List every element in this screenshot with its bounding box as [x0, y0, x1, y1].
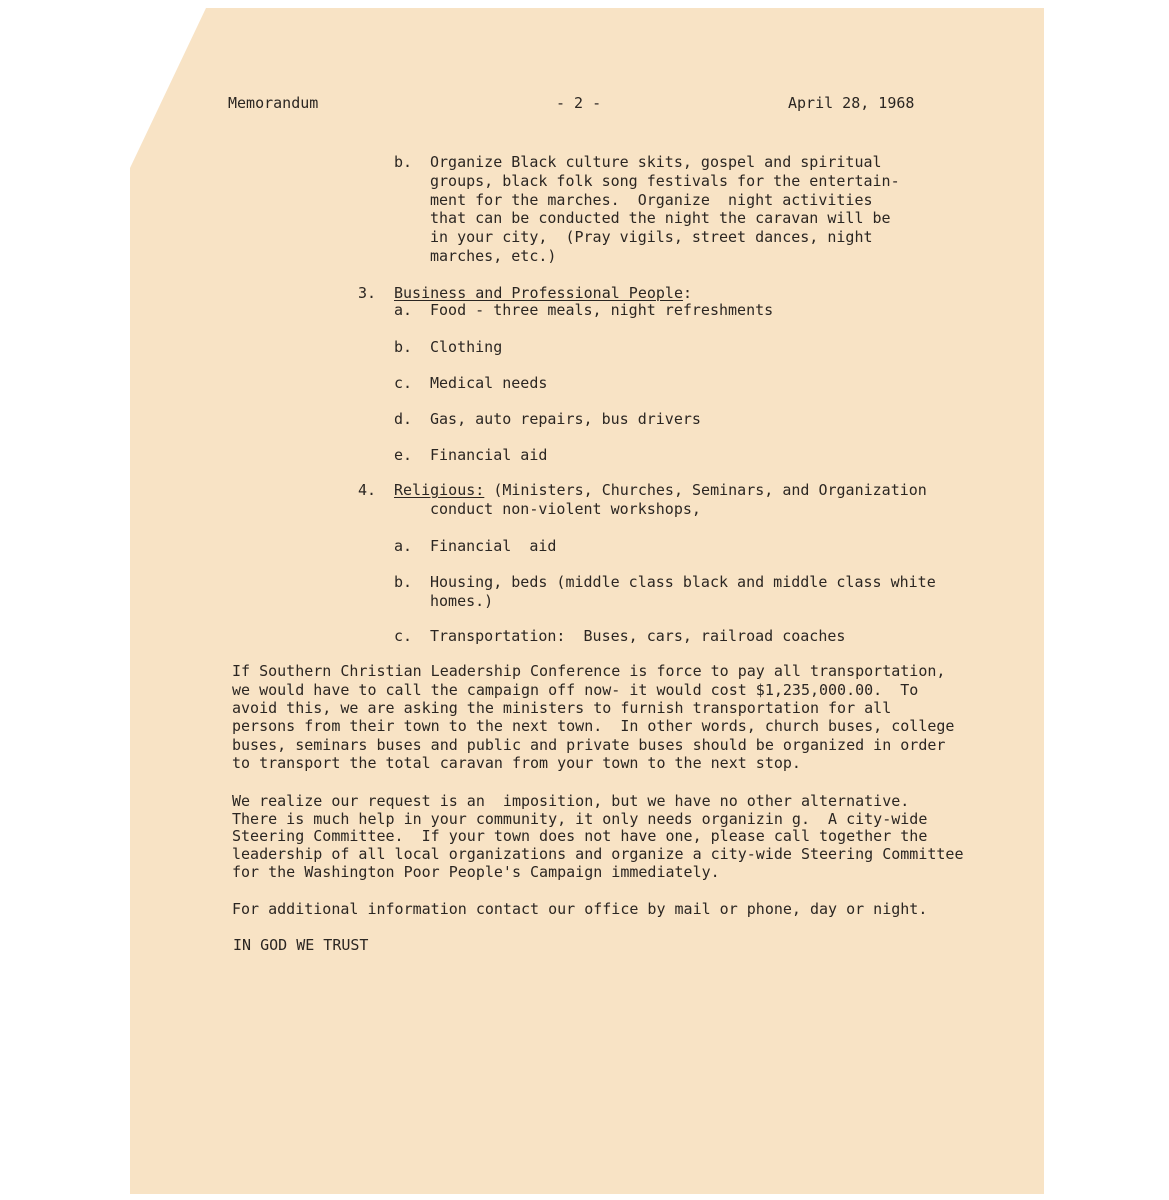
item-4c-marker: c. [394, 627, 413, 645]
paragraph-1-line: buses, seminars buses and public and private buses should be organized in order [232, 736, 946, 754]
page-number: - 2 - [556, 94, 602, 112]
item-2b-marker: b. [394, 153, 413, 171]
section-4-heading-rest: (Ministers, Churches, Seminars, and Organization [484, 481, 927, 499]
item-3d-marker: d. [394, 410, 413, 428]
item-4b-marker: b. [394, 573, 413, 591]
paragraph-1-line: If Southern Christian Leadership Conference is force to pay all transportation, [232, 662, 946, 680]
item-2b-line: ment for the marches. Organize night activities [430, 191, 873, 209]
section-3-heading: Business and Professional People [394, 284, 683, 302]
item-3b-marker: b. [394, 338, 413, 356]
section-3-heading-line [394, 284, 692, 302]
section-4-heading-line2: conduct non-violent workshops, [430, 500, 701, 518]
section-3-heading-colon: : [682, 284, 693, 302]
item-2b-line: that can be conducted the night the caravan will be [430, 209, 891, 227]
item-4b-text: homes.) [430, 592, 494, 610]
item-2b-line: in your city, (Pray vigils, street dances, night [430, 228, 873, 246]
paragraph-1-line: we would have to call the campaign off now- it would cost $1,235,000.00. To [232, 681, 919, 699]
item-3c-marker: c. [394, 374, 413, 392]
section-3-number: 3. [358, 284, 377, 302]
item-2b-line: Organize Black culture skits, gospel and spiritual [430, 153, 882, 171]
item-3c-text: Medical needs [430, 374, 548, 392]
item-4a-marker: a. [394, 537, 413, 555]
paragraph-1-line: persons from their town to the next town. In other words, church buses, college [232, 717, 955, 735]
item-4a-text: Financial aid [430, 537, 557, 555]
section-4-heading-line [394, 481, 927, 499]
item-3e-text: Financial aid [430, 446, 548, 464]
paragraph-2-line: for the Washington Poor People's Campaign immediately. [232, 863, 720, 881]
paragraph-2-line: There is much help in your community, it only needs organizin g. A city-wide [232, 810, 928, 828]
item-3a-marker: a. [394, 301, 413, 319]
item-3a-text: Food - three meals, night refreshments [430, 301, 774, 319]
section-4-number: 4. [358, 481, 377, 499]
paragraph-1-line: avoid this, we are asking the ministers to furnish transportation for all [232, 699, 892, 717]
item-3d-text: Gas, auto repairs, bus drivers [430, 410, 701, 428]
item-4b-text: Housing, beds (middle class black and middle class white [430, 573, 936, 591]
closing-line: IN GOD WE TRUST [233, 936, 369, 954]
paragraph-2-line: We realize our request is an imposition, but we have no other alternative. [232, 792, 910, 810]
paragraph-2-line: Steering Committee. If your town does not have one, please call together the [232, 827, 928, 845]
item-3b-text: Clothing [430, 338, 503, 356]
item-4c-text: Transportation: Buses, cars, railroad coaches [430, 627, 846, 645]
paragraph-2-line: leadership of all local organizations and organize a city-wide Steering Committee [232, 845, 964, 863]
item-2b-line: marches, etc.) [430, 247, 557, 265]
paragraph-3: For additional information contact our office by mail or phone, day or night. [232, 900, 928, 918]
item-3e-marker: e. [394, 446, 413, 464]
memo-date: April 28, 1968 [788, 94, 915, 112]
item-2b-line: groups, black folk song festivals for the entertain- [430, 172, 900, 190]
header-left: Memorandum [228, 94, 319, 112]
paragraph-1-line: to transport the total caravan from your town to the next stop. [232, 754, 801, 772]
section-4-heading: Religious: [394, 481, 485, 499]
